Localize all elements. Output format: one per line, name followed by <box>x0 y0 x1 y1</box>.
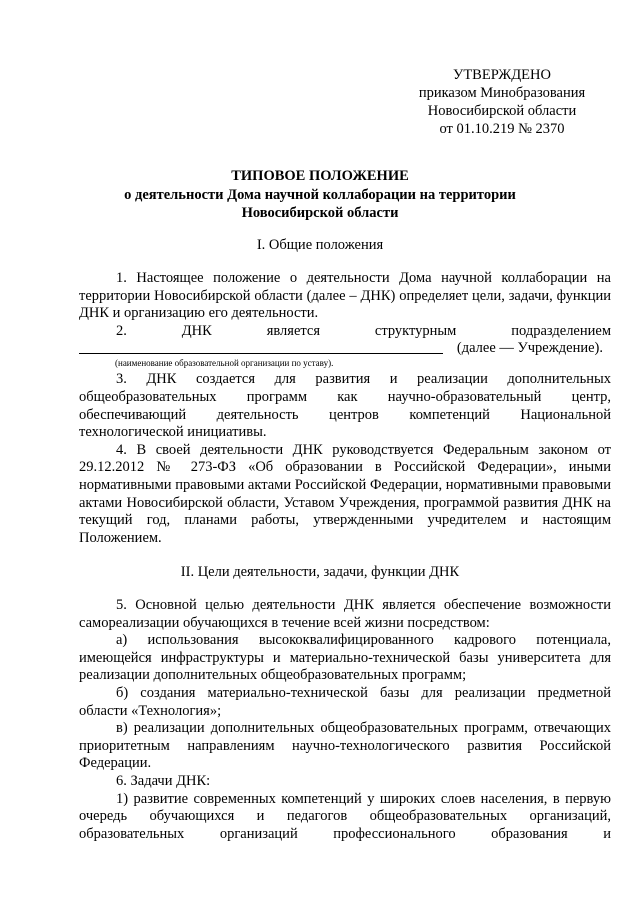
paragraph-6: 6. Задачи ДНК: <box>116 772 211 789</box>
paragraph-1: 1. Настоящее положение о деятельности Дома научной коллаборации на территории Новосибирской области (далее – ДНК) определяет цели, задачи, функции ДНК и организацию его деятельности. <box>79 270 611 322</box>
approval-line-approved: УТВЕРЖДЕНО <box>453 67 551 83</box>
title-line-1: ТИПОВОЕ ПОЛОЖЕНИЕ <box>231 168 409 184</box>
paragraph-2: 2. ДНК является структурным подразделением <box>116 322 611 339</box>
paragraph-3: 3. ДНК создается для развития и реализации дополнительных общеобразовательных программ как научно-образовательный центр, обеспечивающий деятельность центров компетенций Национальной технологической инициативы. <box>79 371 611 441</box>
paragraph-2-fill-row <box>79 340 611 358</box>
fill-in-blank-line <box>79 353 443 354</box>
approval-stamp <box>402 66 602 138</box>
list-item-b: б) создания материально-технической базы для реализации предметной области «Технология»; <box>79 684 611 719</box>
paragraph-2-tail: (далее — Учреждение). <box>456 340 603 357</box>
paragraph-5: 5. Основной целью деятельности ДНК является обеспечение возможности самореализации обучающихся в течение всей жизни посредством: <box>79 597 611 631</box>
approval-line-date: от 01.10.219 № 2370 <box>439 121 565 137</box>
paragraph-4: 4. В своей деятельности ДНК руководствуется Федеральным законом от 29.12.2012 № 273-ФЗ «Об образовании в Российской Федерации», иными нормативными правовыми актами Российской Федерации, нормативными правовыми актами Новосибирской области, Уставом Учреждения, программой развития ДНК на текущий год, планами работы, утвержденными учредителем и настоящим Положением. <box>79 441 611 546</box>
title-line-2: о деятельности Дома научной коллаборации на территории <box>124 186 516 203</box>
section-2-heading: II. Цели деятельности, задачи, функции ДНК <box>180 564 460 580</box>
task-item-1: 1) развитие современных компетенций у широких слоев населения, в первую очередь обучающихся и педагогов общеобразовательных организаций, образовательных организаций профессионального образования и <box>79 790 611 842</box>
document-title <box>60 167 580 223</box>
section-1-body <box>79 270 611 547</box>
list-item-a: а) использования высококвалифицированного кадрового потенциала, имеющейся инфраструктуры и материально-технической базы университета для реализации дополнительных общеобразовательных программ; <box>79 632 611 684</box>
title-line-3: Новосибирской области <box>241 205 399 221</box>
list-item-c: в) реализации дополнительных общеобразовательных программ, отвечающих приоритетным направлениям научно-технологического развития Российской Федерации. <box>79 720 611 772</box>
approval-line-order: приказом Минобразования <box>418 85 586 101</box>
section-2-body <box>79 597 611 843</box>
paragraph-2-note: (наименование образовательной организации по уставу). <box>115 358 334 369</box>
approval-line-region: Новосибирской области <box>427 103 577 119</box>
section-1-heading: I. Общие положения <box>256 237 384 253</box>
